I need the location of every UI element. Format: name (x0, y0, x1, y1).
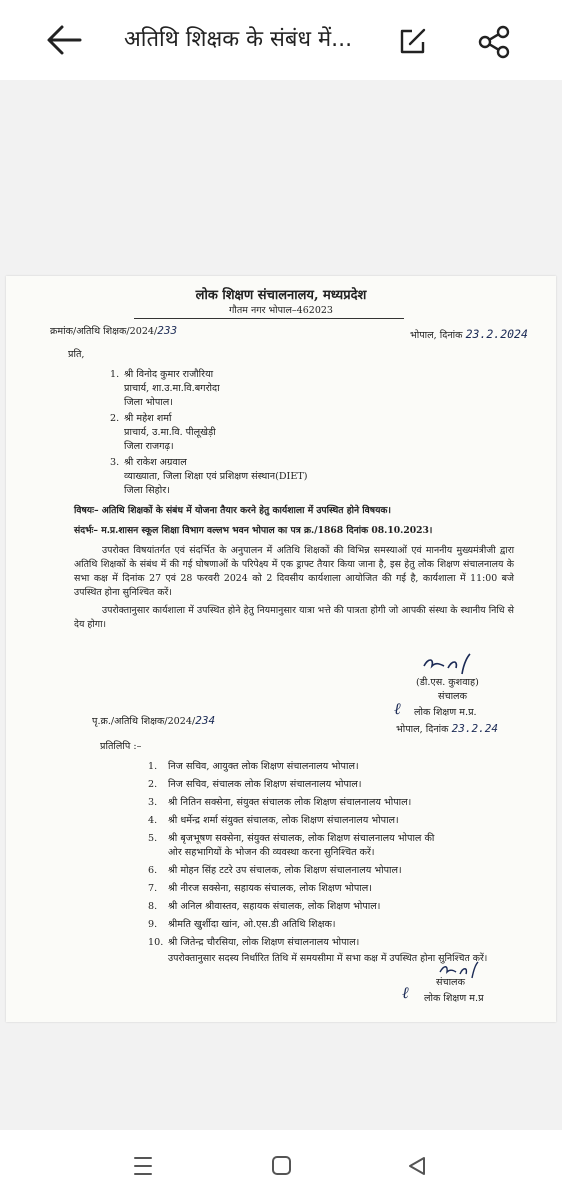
recents-button[interactable] (128, 1154, 158, 1178)
copy-6-num: 6. (148, 865, 158, 876)
copy-4-text: श्री धर्मेन्द्र शर्मा संयुक्त संचालक, लोक शिक्षण संचालनालय भोपाल। (168, 815, 399, 826)
recipient-1-line2: जिला भोपाल। (124, 397, 173, 408)
recipient-2-num: 2. (110, 413, 120, 424)
endorse-number (92, 714, 215, 728)
reference-line (74, 524, 432, 537)
body-paragraph-1: उपरोक्त विषयांतर्गत एवं संदर्भित के अनुपालन में अतिथि शिक्षकों की विभिन्न समस्याओं एवं माननीय मुख्यमंत्रीजी द्वारा अतिथि शिक्षकों के संबंध में की गई घोषणाओं के परिपेक्ष्य में एक ड्राफ्ट तैयार किया जाना है, इस हेतु लोक शिक्षण संचालनालय के सभा कक्ष में दिनांक 27 एवं 28 फरवरी 2024 को 2 दिवसीय कार्यशाला आयोजित की गई है, कार्यशाला में 11:00 बजे उपस्थित होना सुनिश्चित करें। (74, 545, 514, 598)
copy-4-num: 4. (148, 815, 158, 826)
ref-number (50, 324, 177, 338)
back-triangle-icon (402, 1154, 432, 1178)
subject-line (74, 504, 391, 517)
endorse-number-handwritten: 234 (195, 714, 216, 727)
copy-1-num: 1. (148, 761, 158, 772)
copy-9-num: 9. (148, 919, 158, 930)
copy-8-num: 8. (148, 901, 158, 912)
copy-8-text: श्री अनिल श्रीवास्तव, सहायक संचालक, लोक शिक्षण भोपाल। (168, 901, 381, 912)
reference-text: म.प्र.शासन स्कूल शिक्षा विभाग वल्लभ भवन भोपाल का पत्र क्र./1868 दिनांक 08.10.2023। (101, 525, 433, 536)
copy-5-text-cont: ओर सहभागियों के भोजन की व्यवस्था करना सुनिश्चित करें। (168, 847, 375, 858)
recipient-3-line1: व्याख्याता, जिला शिक्षा एवं प्रशिक्षण संस्थान(DIET) (124, 471, 308, 482)
copy-10-text: श्री जितेन्द्र चौरसिया, लोक शिक्षण संचालनालय भोपाल। (168, 937, 360, 948)
edit-icon (396, 24, 430, 58)
handwritten-signature-1 (418, 652, 478, 676)
recipient-3-num: 3. (110, 457, 120, 468)
recipient-1-name: श्री विनोद कुमार राजौरिया (124, 369, 214, 380)
signatory-office: लोक शिक्षण म.प्र. (414, 707, 477, 718)
copy-2-text: निज सचिव, संचालक लोक शिक्षण संचालनालय भोपाल। (168, 779, 362, 790)
page-title: अतिथि शिक्षक के संबंध में... (124, 27, 353, 52)
endorse-date (396, 722, 498, 736)
system-navigation-bar (0, 1130, 562, 1200)
office-name: लोक शिक्षण संचालनालय, मध्यप्रदेश (195, 288, 367, 303)
recipient-2-name: श्री महेश शर्मा (124, 413, 172, 424)
copy-7-text: श्री नीरज सक्सेना, सहायक संचालक, लोक शिक्षण भोपाल। (168, 883, 372, 894)
ref-number-label: क्रमांक/अतिथि शिक्षक/2024/ (50, 326, 158, 337)
endorse-number-label: पृ.क्र./अतिथि शिक्षक/2024/ (92, 716, 196, 727)
to-label: प्रति, (68, 349, 85, 360)
scanned-letter (6, 276, 556, 1022)
copy-note: उपरोक्तानुसार सदस्य निर्धारित तिथि में समयसीमा में सभा कक्ष में उपस्थित होना सुनिश्चित करें। (168, 953, 488, 964)
reference-label: संदर्भः– (74, 525, 98, 536)
copy-label: प्रतिलिपि :– (100, 741, 142, 752)
copy-3-num: 3. (148, 797, 158, 808)
endorse-place-date: भोपाल, दिनांक (396, 724, 449, 735)
place-date-label: भोपाल, दिनांक (410, 330, 463, 341)
document-viewer[interactable] (0, 80, 562, 1130)
recipient-3-name: श्री राकेश अग्रवाल (124, 457, 187, 468)
signatory-name: (डी.एस. कुशवाह) (416, 677, 479, 688)
edit-button[interactable] (396, 24, 430, 58)
copy-2-num: 2. (148, 779, 158, 790)
sign2-title: संचालक (436, 977, 465, 988)
initial-mark-2: ℓ (402, 983, 409, 1002)
letter-date (410, 328, 528, 342)
share-icon (476, 24, 512, 60)
home-button[interactable] (266, 1154, 296, 1178)
date-handwritten: 23.2.2024 (465, 327, 528, 341)
copy-5-text: श्री बृजभूषण सक्सेना, संयुक्त संचालक, लोक शिक्षण संचालनालय भोपाल की (168, 833, 435, 844)
endorse-date-handwritten: 23.2.24 (451, 722, 498, 735)
copy-10-num: 10. (148, 937, 164, 948)
recipient-2-line2: जिला राजगढ़। (124, 441, 174, 452)
copy-9-text: श्रीमति खुर्शीदा खांन, ओ.एस.डी अतिथि शिक्षक। (168, 919, 336, 930)
subject-label: विषयः– (74, 505, 99, 516)
share-button[interactable] (476, 24, 512, 60)
recipient-1-line1: प्राचार्य, शा.उ.मा.वि.बगरोदा (124, 383, 220, 394)
top-app-bar (0, 0, 562, 80)
ref-number-handwritten: 233 (157, 324, 178, 337)
recipient-2-line1: प्राचार्य, उ.मा.वि. पीलूखेड़ी (124, 427, 216, 438)
recents-icon (128, 1154, 158, 1178)
subject-text: अतिथि शिक्षकों के संबंध में योजना तैयार करने हेतु कार्यशाला में उपस्थित होने विषयक। (101, 505, 391, 516)
home-icon (266, 1154, 296, 1178)
copy-6-text: श्री मोहन सिंह टटरे उप संचालक, लोक शिक्षण संचालनालय भोपाल। (168, 865, 402, 876)
copy-7-num: 7. (148, 883, 158, 894)
body-paragraph-2: उपरोक्तानुसार कार्यशाला में उपस्थित होने हेतु नियमानुसार यात्रा भत्ते की पात्रता होगी जो आपकी संस्था के स्थानीय निधि से देय होगा। (74, 605, 514, 630)
copy-5-num: 5. (148, 833, 158, 844)
copy-3-text: श्री नितिन सक्सेना, संयुक्त संचालक लोक शिक्षण संचालनालय भोपाल। (168, 797, 412, 808)
office-address: गौतम नगर भोपाल–462023 (229, 305, 333, 316)
copy-1-text: निज सचिव, आयुक्त लोक शिक्षण संचालनालय भोपाल। (168, 761, 359, 772)
back-button[interactable] (44, 22, 84, 58)
arrow-left-icon (44, 22, 84, 58)
signatory-title: संचालक (438, 691, 467, 702)
recipient-1-num: 1. (110, 369, 120, 380)
initial-mark-1: ℓ (394, 699, 401, 718)
nav-back-button[interactable] (402, 1154, 432, 1178)
header-rule (134, 318, 404, 319)
recipient-3-line2: जिला सिहोर। (124, 485, 170, 496)
sign2-office: लोक शिक्षण म.प्र (424, 993, 484, 1004)
